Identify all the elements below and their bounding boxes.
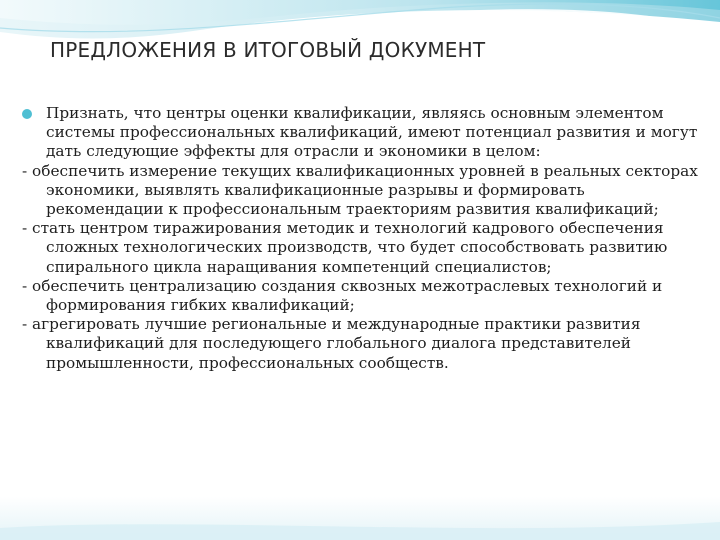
list-item [22, 315, 698, 373]
list-item [22, 277, 698, 315]
content-body [22, 104, 698, 373]
list-item-text: - стать центром тиражирования методик и технологий кадрового обеспечения сложных технологических производств, что будет способствовать развитию спирального цикла наращивания компетенций специалистов; [22, 219, 668, 276]
list-item [22, 162, 698, 220]
bullet-paragraph [22, 104, 698, 162]
page-title: ПРЕДЛОЖЕНИЯ В ИТОГОВЫЙ ДОКУМЕНТ [50, 38, 486, 62]
footer-wave-decoration [0, 510, 720, 540]
round-bullet-icon [22, 109, 32, 119]
bullet-text: Признать, что центры оценки квалификации, являясь основным элементом системы профессиональных квалификаций, имеют потенциал развития и могут дать следующие эффекты для отрасли и экономики в целом: [46, 104, 698, 161]
list-item-text: - обеспечить измерение текущих квалификационных уровней в реальных секторах экономики, выявлять квалификационные разрывы и формировать рекомендации к профессиональным траекториям развития квалификаций; [22, 161, 698, 219]
list-item [22, 219, 698, 277]
list-item-text: - обеспечить централизацию создания сквозных межотраслевых технологий и формирования гибких квалификаций; [22, 276, 663, 315]
list-item-text: - агрегировать лучшие региональные и международные практики развития квалификаций для последующего глобального диалога представителей промышленности, профессиональных сообществ. [22, 315, 641, 372]
